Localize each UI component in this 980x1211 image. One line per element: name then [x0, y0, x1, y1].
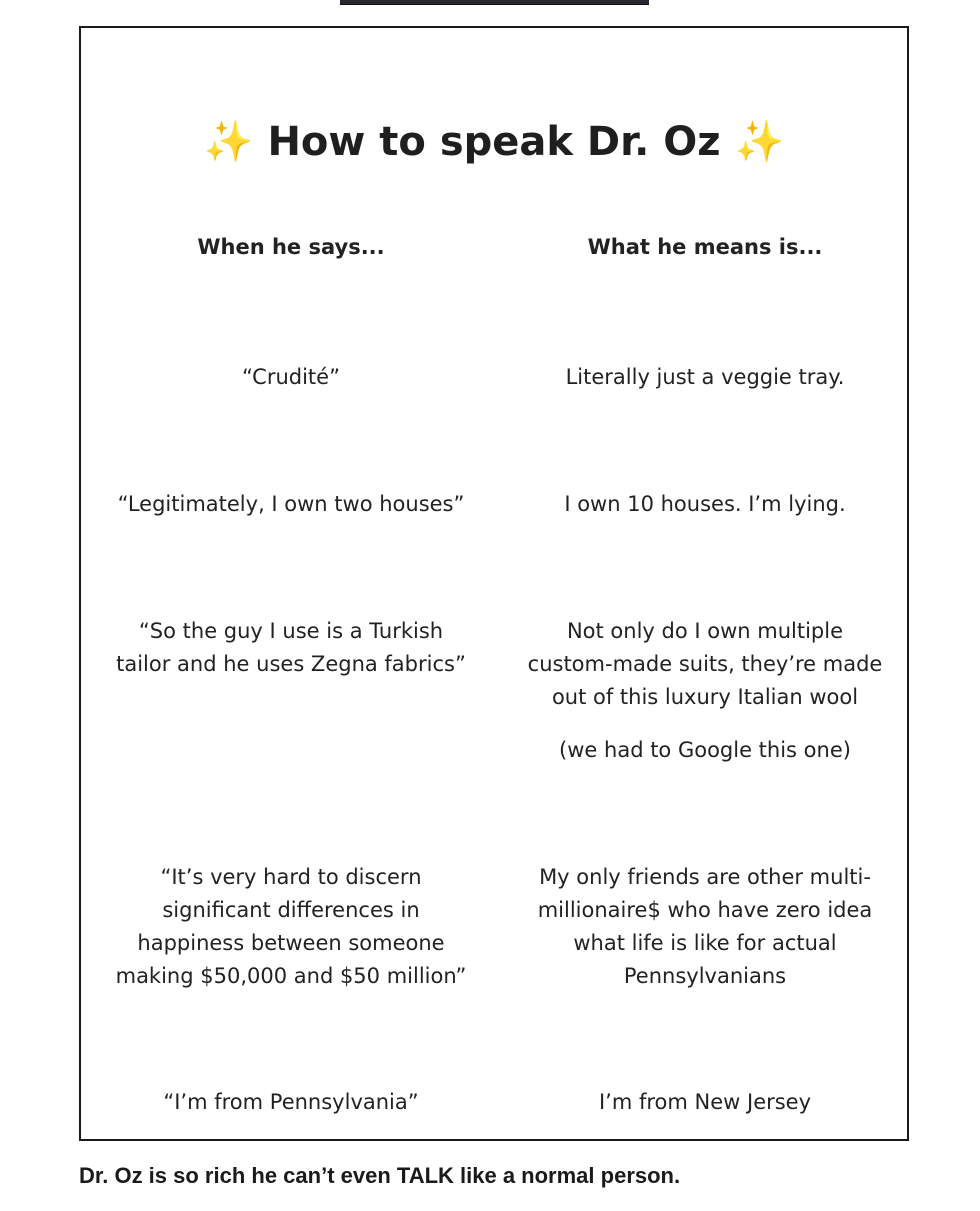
top-image-edge: [340, 0, 649, 5]
says-text: “I’m from Pennsylvania”: [163, 1090, 419, 1114]
means-cell: [525, 488, 885, 521]
means-cell: [525, 861, 885, 993]
means-text: I’m from New Jersey: [598, 1090, 812, 1114]
says-cell: [111, 488, 471, 521]
says-cell: [111, 861, 471, 993]
header-when-he-says: When he says...: [197, 235, 385, 259]
means-text: I own 10 houses. I’m lying.: [564, 492, 846, 516]
card-title-line: [81, 116, 907, 168]
header-what-he-means: What he means is...: [587, 235, 823, 259]
sparkles-icon: ✨: [734, 119, 785, 165]
says-text: “Crudité”: [242, 365, 340, 389]
says-cell: [111, 615, 471, 681]
comparison-card: [79, 26, 909, 1141]
means-cell: [525, 361, 885, 394]
caption-text: Dr. Oz is so rich he can’t even TALK like a normal person.: [79, 1163, 681, 1188]
means-cell: [525, 615, 885, 767]
says-text: “So the guy I use is a Turkish tailor and he uses Zegna fabrics”: [116, 619, 466, 676]
means-note: (we had to Google this one): [559, 738, 851, 762]
means-cell: [525, 1086, 885, 1119]
says-text: “It’s very hard to discern significant differences in happiness between someone making $50,000 and $50 million”: [115, 865, 467, 988]
says-cell: [111, 361, 471, 394]
says-text: “Legitimately, I own two houses”: [117, 492, 465, 516]
sparkles-icon: ✨: [203, 119, 254, 165]
means-text: My only friends are other multi-millionaire$ who have zero idea what life is like for actual Pennsylvanians: [537, 865, 873, 988]
means-text: Not only do I own multiple custom-made suits, they’re made out of this luxury Italian wool: [527, 619, 883, 709]
card-title: How to speak Dr. Oz: [267, 119, 721, 165]
means-text: Literally just a veggie tray.: [565, 365, 845, 389]
says-cell: [111, 1086, 471, 1119]
